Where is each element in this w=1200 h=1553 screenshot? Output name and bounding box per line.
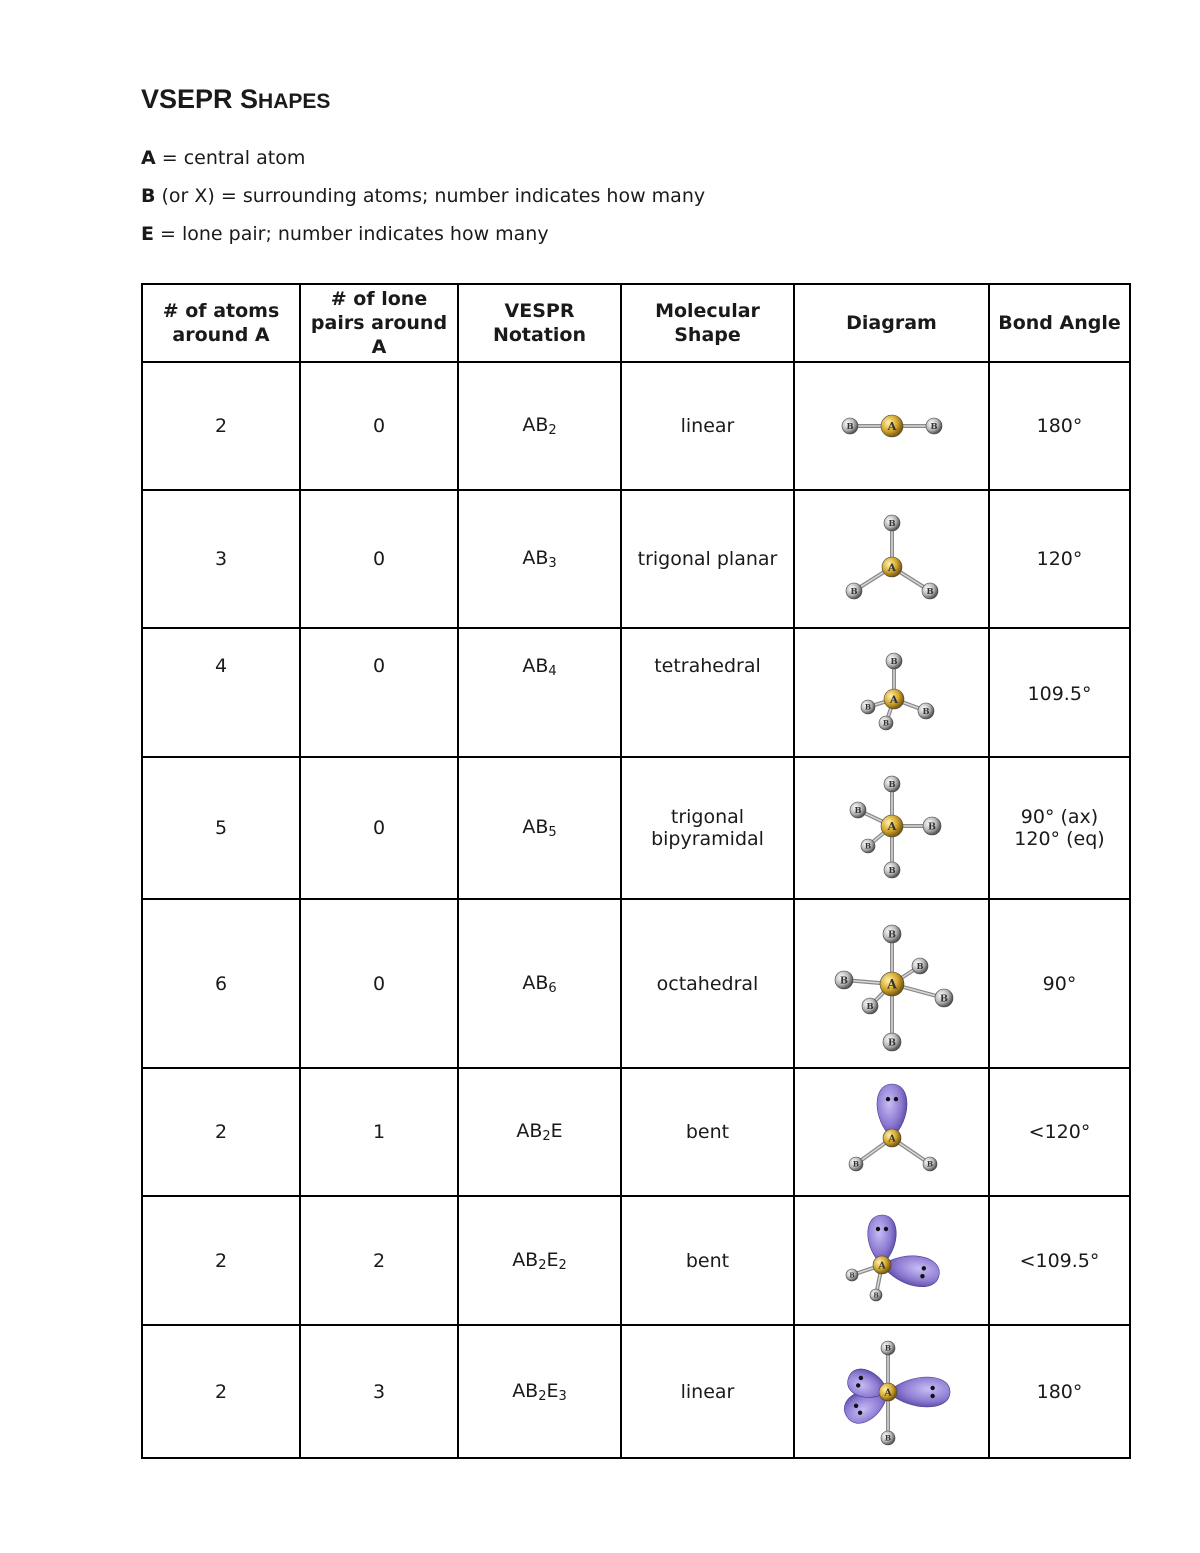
notation-cell <box>458 362 621 490</box>
page-title: VSEPR SHAPES <box>141 84 331 114</box>
header-bond-angle: Bond Angle <box>989 284 1130 362</box>
lone-pairs-cell: 1 <box>300 1068 458 1196</box>
surrounding-atom-label: B <box>864 841 871 851</box>
lone-pair-dot <box>930 1385 934 1389</box>
notation-e: E <box>546 1248 559 1271</box>
atoms-count-cell: 4 <box>142 628 300 757</box>
atoms-count-cell: 3 <box>142 490 300 628</box>
central-atom-label: A <box>889 693 898 706</box>
notation-b-subscript: 2 <box>538 1257 547 1273</box>
surrounding-atom-label: B <box>889 655 898 666</box>
lone-pair-dot <box>883 1226 887 1230</box>
atoms-count-cell: 5 <box>142 757 300 899</box>
bent-two-lone-pairs-diagram <box>832 1209 952 1313</box>
bond-angle-value: 120° <box>1036 548 1083 570</box>
bond-angle-cell <box>989 1196 1130 1325</box>
shape-cell: trigonal planar <box>621 490 794 628</box>
bond-angle-value: <109.5° <box>1019 1249 1100 1272</box>
surrounding-atom-label: B <box>849 586 858 597</box>
atoms-count-cell: 2 <box>142 1325 300 1458</box>
diagram-cell <box>794 362 989 490</box>
notation-cell <box>458 1196 621 1325</box>
surrounding-atom-label: B <box>887 928 896 940</box>
notation-cell <box>458 757 621 899</box>
surrounding-atom-label: B <box>853 805 862 816</box>
notation-base: AB <box>522 414 549 436</box>
table-row <box>142 757 1130 899</box>
diagram-cell <box>794 490 989 628</box>
table-header-row <box>142 284 1130 362</box>
notation-base: AB <box>512 1248 539 1271</box>
table-row <box>142 628 1130 757</box>
notation-b-subscript: 6 <box>548 980 557 996</box>
table-row <box>142 1325 1130 1458</box>
bond-angle-cell <box>989 362 1130 490</box>
table-row <box>142 490 1130 628</box>
notation-b-subscript: 2 <box>538 1388 547 1404</box>
surrounding-atom-label: B <box>887 865 896 876</box>
atoms-count-cell: 2 <box>142 362 300 490</box>
atoms-count-cell: 6 <box>142 899 300 1068</box>
notation-e: E <box>550 1120 563 1142</box>
table-row <box>142 362 1130 490</box>
surrounding-atom-label: B <box>865 1000 874 1011</box>
surrounding-atom-label: B <box>926 1159 933 1169</box>
octahedral-diagram <box>822 914 962 1054</box>
lone-pairs-cell: 2 <box>300 1196 458 1325</box>
surrounding-atom-label: B <box>887 518 896 529</box>
notation-e: E <box>546 1379 559 1402</box>
surrounding-atom-label: B <box>845 421 854 432</box>
header-notation: VESPR Notation <box>458 284 621 362</box>
shape-cell: bent <box>621 1196 794 1325</box>
surrounding-atom-label: B <box>864 702 871 712</box>
notation-e-subscript: 2 <box>558 1257 567 1273</box>
lone-pair-dot <box>885 1097 889 1101</box>
surrounding-atom-label: B <box>884 1343 891 1353</box>
surrounding-atom-label: B <box>921 705 930 716</box>
trigonal-planar-diagram <box>832 511 952 607</box>
shape-cell: linear <box>621 1325 794 1458</box>
surrounding-atom-label: B <box>915 960 924 971</box>
lone-pairs-cell: 0 <box>300 490 458 628</box>
central-atom-label: A <box>883 1386 892 1398</box>
surrounding-atom-label: B <box>839 974 848 986</box>
lone-pair-dot <box>930 1393 934 1397</box>
notation-cell <box>458 1325 621 1458</box>
shape-cell: octahedral <box>621 899 794 1068</box>
central-atom-label: A <box>887 419 896 434</box>
surrounding-atom-label: B <box>882 718 889 728</box>
linear-three-lone-pairs-diagram <box>832 1336 952 1448</box>
central-atom-label: A <box>877 1259 886 1271</box>
legend-surrounding-atoms: B (or X) = surrounding atoms; number indicates how many <box>141 185 706 207</box>
atoms-count-cell: 2 <box>142 1196 300 1325</box>
table-row <box>142 1068 1130 1196</box>
bond-angle-value: <120° <box>1028 1121 1091 1143</box>
bond-angle-value: 120° (eq) <box>1014 828 1105 850</box>
bond-angle-value: 109.5° <box>1027 682 1092 705</box>
notation-cell <box>458 628 621 757</box>
legend-central-atom: A = central atom <box>141 147 306 169</box>
header-atoms-around-a: # of atoms around A <box>142 284 300 362</box>
notation-base: AB <box>522 971 549 994</box>
bond-angle-cell <box>989 757 1130 899</box>
surrounding-atom-label: B <box>929 421 938 432</box>
shape-cell: bent <box>621 1068 794 1196</box>
diagram-cell <box>794 757 989 899</box>
central-atom-label: A <box>887 561 896 574</box>
central-atom-label: A <box>886 976 897 992</box>
table-row <box>142 1196 1130 1325</box>
notation-b-subscript: 5 <box>548 825 557 840</box>
surrounding-atom-label: B <box>925 586 934 597</box>
diagram-cell <box>794 628 989 757</box>
trigonal-bipyramidal-diagram <box>832 772 952 884</box>
notation-b-subscript: 2 <box>548 423 557 438</box>
header-molecular-shape: Molecular Shape <box>621 284 794 362</box>
bent-one-lone-pair-diagram <box>832 1078 952 1186</box>
bond-angle-value: 90° <box>1042 972 1077 995</box>
notation-base: AB <box>516 1120 543 1142</box>
lone-pairs-cell: 0 <box>300 899 458 1068</box>
diagram-cell <box>794 1196 989 1325</box>
diagram-cell <box>794 899 989 1068</box>
notation-cell <box>458 490 621 628</box>
shape-cell: trigonal bipyramidal <box>621 757 794 899</box>
notation-base: AB <box>522 816 549 838</box>
notation-base: AB <box>522 655 549 677</box>
bond-angle-cell <box>989 899 1130 1068</box>
atoms-count-cell: 2 <box>142 1068 300 1196</box>
tetrahedral-diagram <box>832 643 952 743</box>
surrounding-atom-label: B <box>887 779 896 790</box>
table-row <box>142 899 1130 1068</box>
notation-base: AB <box>522 547 549 569</box>
notation-e-subscript: 3 <box>558 1388 567 1404</box>
lone-pairs-cell: 0 <box>300 757 458 899</box>
notation-b-subscript: 4 <box>548 664 557 679</box>
surrounding-atom-label: B <box>887 1036 896 1048</box>
bond-angle-value: 90° (ax) <box>1020 806 1099 828</box>
bond-angle-cell <box>989 1325 1130 1458</box>
header-lone-pairs: # of lone pairs around A <box>300 284 458 362</box>
bond-angle-value: 180° <box>1036 415 1083 437</box>
notation-b-subscript: 3 <box>548 556 557 571</box>
surrounding-atom-label: B <box>848 1271 855 1279</box>
bond-angle-cell <box>989 1068 1130 1196</box>
notation-cell <box>458 1068 621 1196</box>
header-diagram: Diagram <box>794 284 989 362</box>
lone-pairs-cell: 3 <box>300 1325 458 1458</box>
shape-cell: linear <box>621 362 794 490</box>
vsepr-table <box>141 283 1131 1459</box>
surrounding-atom-label: B <box>939 992 948 1004</box>
lone-pair-dot <box>893 1097 897 1101</box>
lone-pairs-cell: 0 <box>300 362 458 490</box>
diagram-cell <box>794 1068 989 1196</box>
lone-pairs-cell: 0 <box>300 628 458 757</box>
notation-b-subscript: 2 <box>542 1129 551 1144</box>
surrounding-atom-label: B <box>872 1291 879 1299</box>
notation-base: AB <box>512 1379 539 1402</box>
shape-cell: tetrahedral <box>621 628 794 757</box>
lone-pair-dot <box>875 1226 879 1230</box>
surrounding-atom-label: B <box>884 1433 891 1443</box>
central-atom-label: A <box>887 1133 896 1145</box>
bond-angle-cell <box>989 490 1130 628</box>
surrounding-atom-label: B <box>852 1159 859 1169</box>
legend-lone-pair: E = lone pair; number indicates how many <box>141 223 549 245</box>
bond-angle-cell <box>989 628 1130 757</box>
bond-angle-value: 180° <box>1036 1380 1083 1403</box>
diagram-cell <box>794 1325 989 1458</box>
notation-cell <box>458 899 621 1068</box>
surrounding-atom-label: B <box>927 821 936 833</box>
central-atom-label: A <box>887 819 896 834</box>
linear-diagram <box>822 394 962 458</box>
